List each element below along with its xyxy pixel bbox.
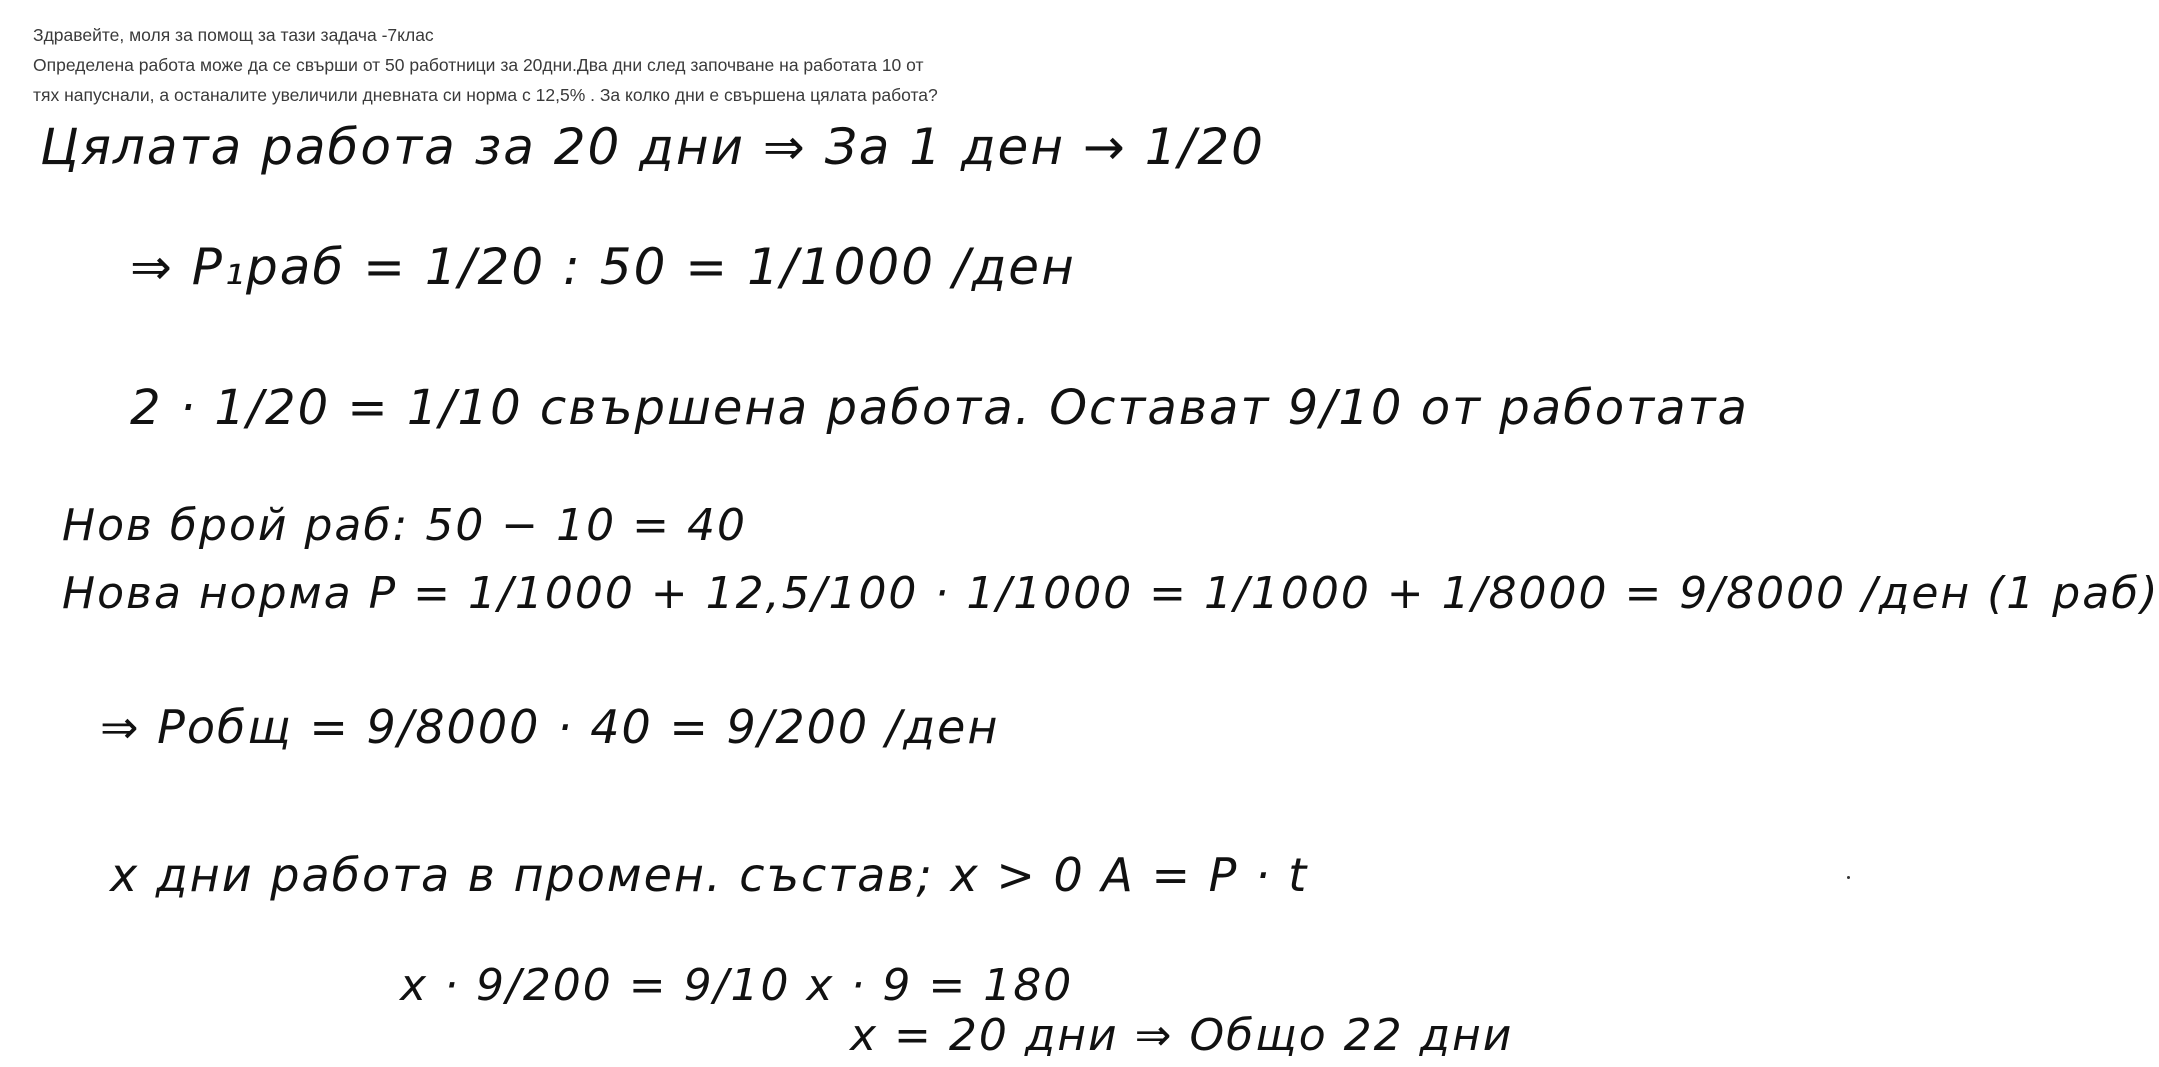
solution-line-answer: x = 20 дни ⇒ Общо 22 дни bbox=[850, 1010, 1514, 1061]
post-greeting: Здравейте, моля за помощ за тази задача -7клас bbox=[33, 25, 434, 45]
solution-line-one-worker-rate: ⇒ P₁раб = 1/20 : 50 = 1/1000 /ден bbox=[130, 238, 1076, 296]
solution-line-equation: x · 9/200 = 9/10 x · 9 = 180 bbox=[400, 960, 1074, 1011]
solution-line-whole-work: Цялата работа за 20 дни ⇒ За 1 ден → 1/20 bbox=[40, 118, 1265, 176]
solution-line-two-days-done: 2 · 1/20 = 1/10 свършена работа. Остават 9/10 от работата bbox=[130, 380, 1749, 436]
solution-line-unknown-days: x дни работа в промен. състав; x > 0 A = P · t bbox=[110, 848, 1309, 902]
solution-line-total-rate: ⇒ Pобщ = 9/8000 · 40 = 9/200 /ден bbox=[100, 700, 1000, 754]
solution-line-new-worker-count: Нов брой раб: 50 − 10 = 40 bbox=[62, 500, 747, 551]
problem-text-line-1: Определена работа може да се свърши от 50 работници за 20дни.Два дни след започване на работата 10 от bbox=[33, 55, 924, 75]
solution-line-new-norm: Нова норма P = 1/1000 + 12,5/100 · 1/1000 = 1/1000 + 1/8000 = 9/8000 /ден (1 раб) bbox=[62, 568, 2159, 619]
problem-text-line-2: тях напуснали, а останалите увеличили дневната си норма с 12,5% . За колко дни е свършена цялата работа? bbox=[33, 85, 938, 105]
stray-ink-dot bbox=[1847, 876, 1850, 879]
